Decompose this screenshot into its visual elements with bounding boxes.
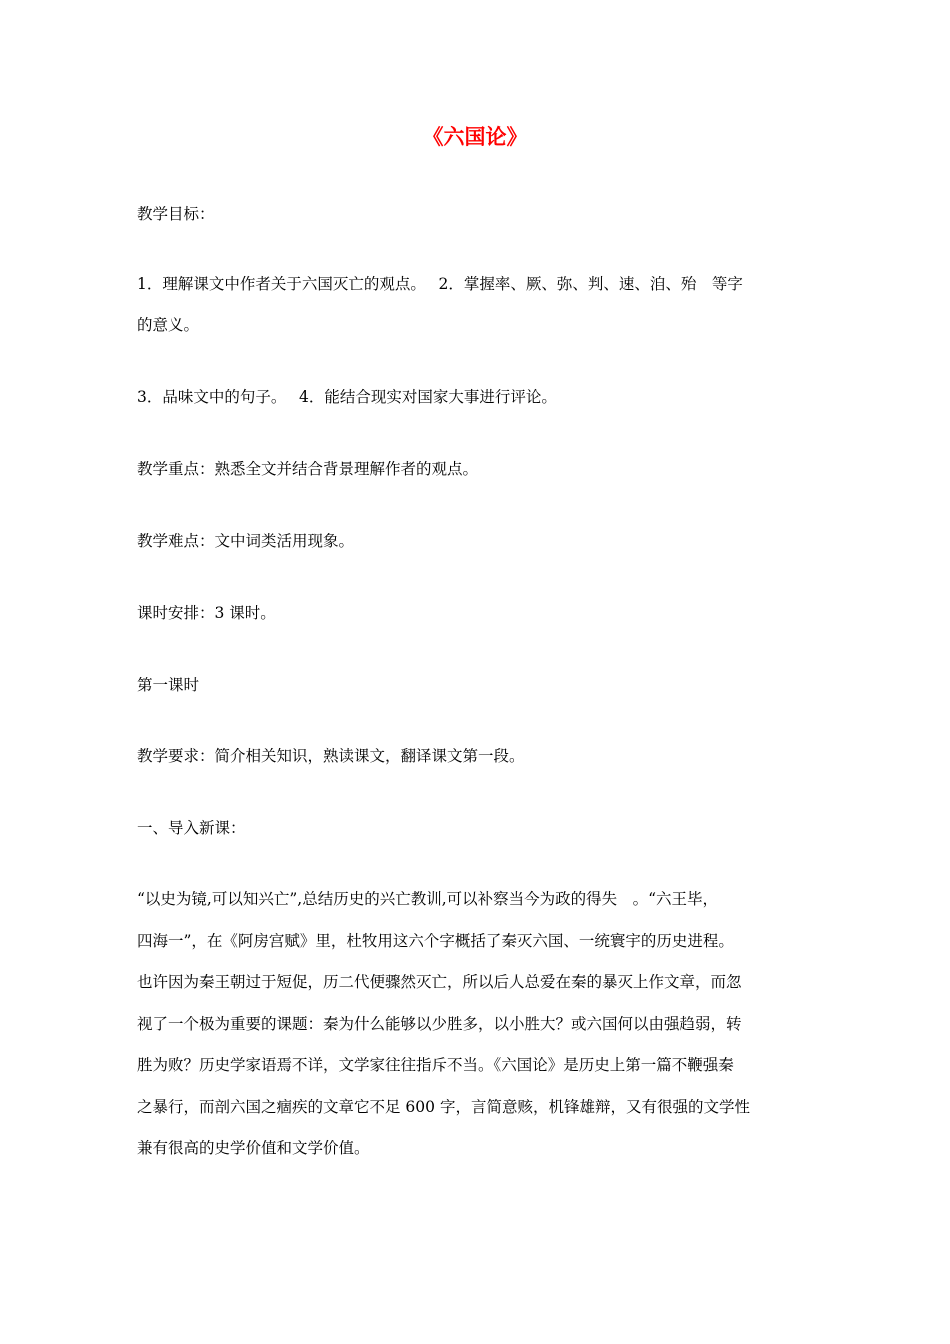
document-title: 《六国论》 — [422, 125, 528, 149]
intro-paragraph-line: 四海一”，在《阿房宫赋》里，杜牧用这六个字概括了秦灭六国、一统寰宇的历史进程。 — [137, 931, 734, 950]
schedule: 课时安排：3 课时。 — [137, 604, 276, 622]
section-heading-intro: 一、导入新课： — [137, 819, 246, 837]
objective-line-1-continued: 的意义。 — [137, 316, 200, 334]
intro-paragraph-line: 胜为败？历史学家语焉不详，文学家往往指斥不当。《六国论》是历史上第一篇不鞭强秦 — [137, 1056, 734, 1074]
intro-paragraph-line: 兼有很高的史学价值和文学价值。 — [137, 1139, 370, 1157]
key-point: 教学重点：熟悉全文并结合背景理解作者的观点。 — [137, 460, 479, 478]
intro-paragraph-line: 视了一个极为重要的课题：秦为什么能够以少胜多，以小胜大？或六国何以由强趋弱，转 — [137, 1014, 742, 1033]
lesson-heading: 第一课时 — [137, 676, 200, 694]
requirements: 教学要求：简介相关知识，熟读课文，翻译课文第一段。 — [137, 747, 525, 765]
objective-line-1: 1．理解课文中作者关于六国灭亡的观点。 2．掌握率、厥、弥、判、速、洎、殆 等字 — [137, 275, 743, 293]
difficulty: 教学难点：文中词类活用现象。 — [137, 532, 355, 550]
objectives-heading: 教学目标： — [137, 205, 215, 223]
objective-line-2: 3．品味文中的句子。 4．能结合现实对国家大事进行评论。 — [137, 388, 557, 406]
intro-paragraph-line: “以史为镜,可以知兴亡”,总结历史的兴亡教训,可以补察当今为政的得失 。“六王毕， — [137, 890, 719, 908]
intro-paragraph-line: 也许因为秦王朝过于短促，历二代便骤然灭亡，所以后人总爱在秦的暴灭上作文章，而忽 — [137, 973, 742, 991]
intro-paragraph-line: 之暴行，而剖六国之痼疾的文章它不足 600 字，言简意赅，机锋雄辩，又有很强的文学性 — [137, 1097, 750, 1116]
intro-paragraph — [137, 879, 792, 1170]
